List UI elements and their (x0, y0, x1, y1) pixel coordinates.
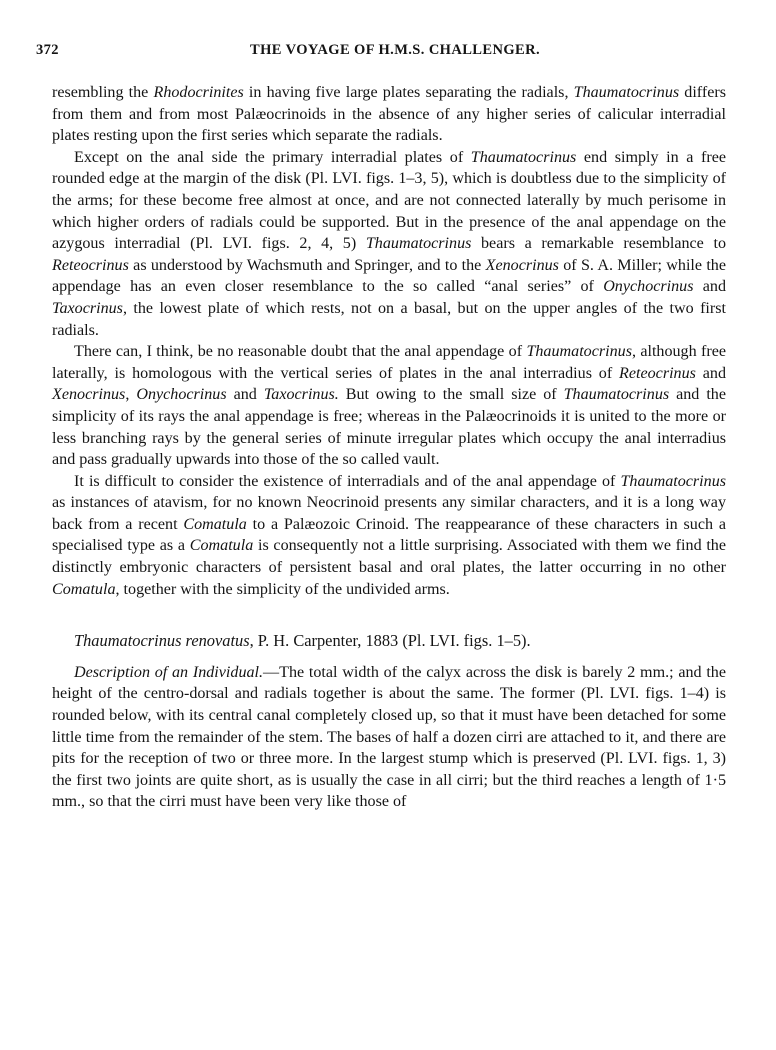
text-run: , together with the simplicity of the undivided arms. (115, 580, 450, 598)
text-run: resembling the (52, 84, 154, 101)
italic-text-run: Xenocrinus (52, 386, 126, 404)
text-run: , P. H. Carpenter, 1883 (Pl. LVI. figs. 1–5). (249, 631, 531, 651)
italic-text-run: Taxocrinus (52, 299, 123, 317)
paragraph (52, 341, 726, 471)
italic-text-run: Comatula (52, 580, 116, 598)
italic-text-run: Thaumatocrinus (620, 472, 726, 490)
italic-text-run: Xenocrinus (485, 256, 559, 274)
italic-text-run: Onychocrinus (136, 386, 227, 404)
text-run: in having five large plates separating the radials, (243, 84, 574, 101)
text-run: But owing to the small size of (338, 386, 564, 404)
text-run: to a Palæozoic Crinoid. The reappearance of these characters in such a specialised type as a (52, 515, 726, 555)
text-run: as understood by Wachsmuth and Springer, and to the (128, 256, 486, 274)
italic-text-run: Rhodocrinites (153, 84, 244, 101)
italic-text-run: Comatula (183, 515, 247, 533)
page-header (36, 42, 726, 64)
italic-text-run: Onychocrinus (603, 278, 694, 296)
text-run: and the simplicity of its rays the anal appendage is free; whereas in the Palæocrinoids it is united to the more or less branching rays by the general series of minute irregular plates which occupy the anal interradius and pass gradually upwards into those of the so called vault. (52, 386, 726, 469)
text-run: bears a remarkable resemblance to (471, 235, 726, 253)
text-run: is consequently not a little surprising. Associated with them we find the distinctly embryonic characters of persistent basal and oral plates, the latter occurring in no other (52, 537, 726, 577)
italic-text-run: Description of an Individual. (74, 663, 264, 681)
text-run: end simply in a free rounded edge at the margin of the disk (Pl. LVI. figs. 1–3, 5), which is doubtless due to the simplicity of the arms; for these become free almost at once, and are not connected laterally by much perisome in which higher orders of radials could be supported. But in the presence of the anal appendage on the azygous interradial (Pl. LVI. figs. 2, 4, 5) (52, 148, 726, 253)
italic-text-run: Reteocrinus (619, 364, 696, 382)
text-run: Except on the anal side the primary interradial plates of (74, 148, 471, 166)
italic-text-run: Thaumatocrinus (470, 148, 577, 166)
italic-text-run: Thaumatocrinus renovatus (74, 631, 250, 651)
page-body (52, 82, 726, 813)
paragraph (52, 82, 726, 147)
text-run: —The total width of the calyx across the disk is barely 2 mm.; and the height of the centro-dorsal and radials together is about the same. The former (Pl. LVI. figs. 1–4) is rounded below, with its central canal completely closed up, so that it must have been detached for some little time from the remainder of the stem. The bases of half a dozen cirri are attached to it, and there are pits for the reception of two or three more. In the largest stump which is preserved (Pl. LVI. figs. 1, 3) the first two joints are quite short, as is usually the case in all cirri; but the third reaches a length of 1·5 mm., so that the cirri must have been very like those of (52, 663, 726, 811)
text-run: and (695, 364, 726, 382)
text-run: There can, I think, be no reasonable doubt that the anal appendage of (74, 343, 527, 361)
italic-text-run: Thaumatocrinus (526, 343, 632, 361)
italic-text-run: Thaumatocrinus (563, 386, 670, 404)
text-run: of S. A. Miller; while the appendage has an even closer resemblance to the so called “anal series” of (52, 256, 726, 296)
text-run: It is difficult to consider the existence of interradials and of the anal appendage of (74, 472, 621, 490)
running-title: THE VOYAGE OF H.M.S. CHALLENGER. (250, 42, 540, 58)
italic-text-run: Reteocrinus (52, 256, 129, 274)
italic-text-run: Taxocrinus. (263, 386, 339, 404)
description-paragraph (52, 662, 726, 813)
text-run: and (693, 278, 726, 296)
italic-text-run: Thaumatocrinus (365, 235, 472, 253)
italic-text-run: Thaumatocrinus (573, 84, 680, 101)
text-run: , the lowest plate of which rests, not on a basal, but on the upper angles of the two first radials. (52, 299, 726, 339)
text-run: differs from them and from most Palæocrinoids in the absence of any higher series of calicular interradial plates resting upon the first series which separate the radials. (52, 84, 727, 145)
page-number: 372 (36, 42, 59, 58)
species-heading (52, 630, 726, 652)
text-run: and (226, 386, 264, 404)
paragraph (52, 147, 726, 341)
text-run: as instances of atavism, for no known Neocrinoid presents any similar characters, and it is a long way back from a recent (52, 494, 726, 533)
text-run: , (125, 386, 137, 404)
paragraph (52, 471, 726, 601)
text-run: , although free laterally, is homologous with the vertical series of plates in the anal interradius of (52, 343, 726, 382)
italic-text-run: Comatula (189, 537, 254, 555)
